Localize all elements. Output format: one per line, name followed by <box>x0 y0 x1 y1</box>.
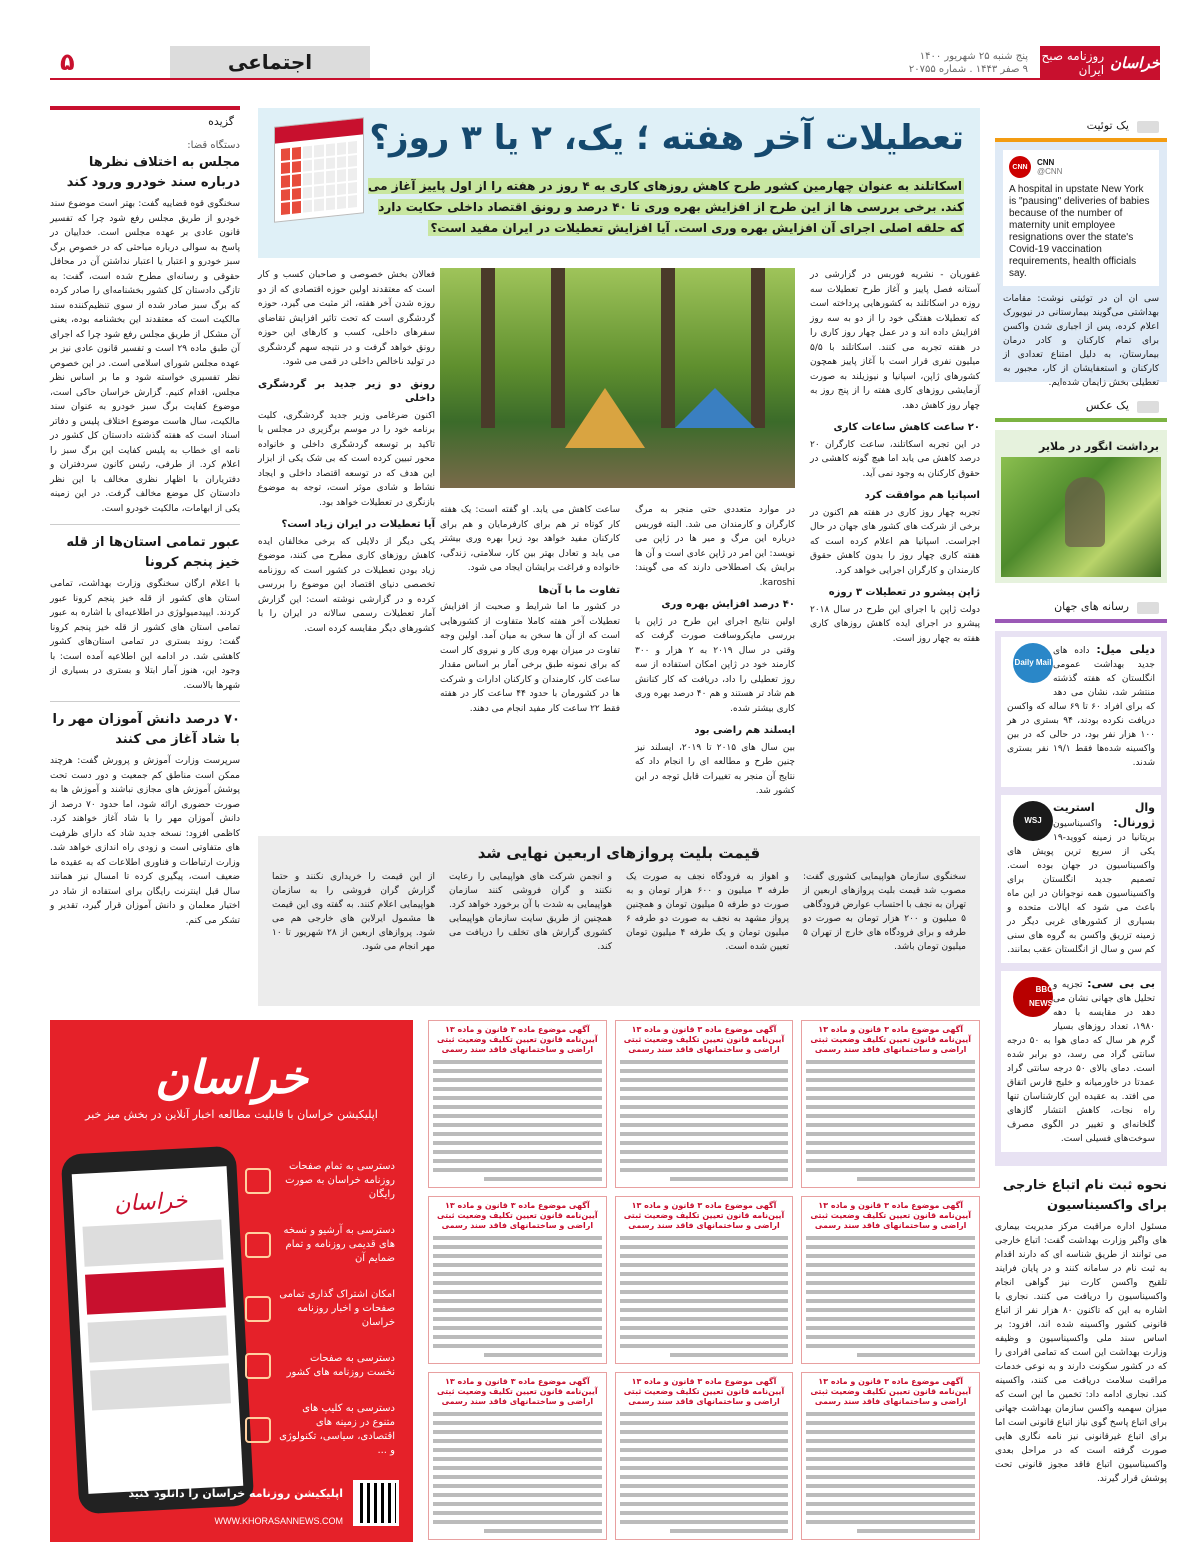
arbaeen-flights-box <box>258 836 980 1006</box>
subheading: آیا تعطیلات در ایران زیاد است؟ <box>281 519 435 530</box>
paragraph: از این قیمت را خریداری نکنند و حتما گزارش گران فروشی را به سازمان هواپیمایی اعلام کنند. به گفته وی این قیمت ها مشمول ایرلاین های خارجی هم می شود. پروازهای اربعین از ۲۸ شهریور تا ۱۰ مهر انجام می شود. <box>272 872 435 952</box>
legal-notice <box>428 1196 607 1364</box>
article-text: با اعلام ارگان سخنگوی وزارت بهداشت، تمامی استان های کشور از قله خیز پنجم کرونا عبور کردند. ایپیدمیولوژی در اطلاعیه‌ای با اشاره به عبور تمامی استان های کشور از قله خیز پنجم کرونا گفت: روند بستری در تمامی استان‌های کشور کاهشی شد. در ادامه این اطلاعیه آمده است: با وجود این، هنوز آمار ابتلا و بستری در بسیاری از شهرها بالاست. <box>50 579 240 691</box>
tweet-text: A hospital in upstate New York is "pausing" deliveries of babies because of the number of maternity unit employee resignations over the state's Covid-19 vaccination requirements, health officials say. <box>1009 184 1150 279</box>
brand-badge <box>1040 46 1160 80</box>
paragraph: اکنون ضرغامی وزیر جدید گردشگری، کلیت برنامه خود را در موسم برگزیری در مجلس با تاکید بر توسعه گردشگری داخلی و خانواده محور تبیین کرده است که بی شک یکی از ابزار این هدف که در توسعه اقتصاد داخلی و ایجاد نشاط و شادی موثر است، توجه به موضوع بازنگری در تعطیلات خواهد بود. <box>258 410 435 508</box>
legal-notice <box>801 1020 980 1188</box>
article-title: عبور تمامی استان‌ها از قله خیز پنجم کرونا <box>66 535 240 570</box>
tweet-translation: سی ان ان در توئیتی نوشت: مقامات بهداشتی می‌گویند بیمارستانی در نیویورک اعلام کرده، پس از اجباری شدن واکسن برای تمام کارکنان و کادر درمان بیمارستان، به دلیل امتناع تعدادی از کارکنان و استعفایشان از کار، مجبور به تعطیلی بخش زایمان شده‌ایم. <box>1003 294 1159 388</box>
paragraph: اولین نتایج اجرای این طرح در ژاپن با بررسی مایکروسافت صورت گرفت که وقتی در سال ۲۰۱۹ به ۲ هزار و ۳۰۰ کارمند خود در ژاپن امکان استفاده از سه روز تعطیلی را داد، دریافت که کار کنانش هم شاد تر هستند و هم ۴۰ درصد بهره وری کاری بیشتر شده. <box>635 616 795 714</box>
paragraph: بین سال های ۲۰۱۵ تا ۲۰۱۹، ایسلند نیز چنین طرح و مطالعه ای را انجام داد که نتایج آن منجر به تغییرات قابل توجه در این کشور شد. <box>635 742 795 796</box>
notice-title: آگهی موضوع ماده ۳ قانون و ماده ۱۳ آیین‌نامه قانون تعیین تکلیف وضعیت ثبتی اراضی و ساختمانهای فاقد سند رسمی <box>810 1025 971 1054</box>
subheading: تفاوت ما با آن‌ها <box>538 584 620 596</box>
right-sidebar <box>995 112 1167 1512</box>
paragraph: و انجمن شرکت های هواپیمایی را رعایت نکنند و گران فروشی کنند سازمان هواپیمایی به شدت با آن برخورد خواهد کرد. همچنین از طریق سایت سازمان هواپیمایی کشوری گزارش های تخلف را دریافت می کند. <box>449 872 612 952</box>
ad-cta: اپلیکیشن روزنامه خراسان را دانلود کنید <box>128 1487 343 1500</box>
article-kicker: دستگاه قضا: <box>187 140 240 151</box>
tweet-box <box>995 142 1167 388</box>
front-pages-icon <box>245 1353 271 1379</box>
feature-text: دسترسی به صفحات نخست روزنامه های کشور <box>286 1353 395 1378</box>
flight-title: قیمت بلیت پروازهای اربعین نهایی شد <box>477 844 761 862</box>
cnn-logo-icon: CNN <box>1009 156 1031 178</box>
section-title: اجتماعی <box>170 46 370 78</box>
paragraph: در این تجربه اسکاتلند، ساعت کارگران ۲۰ درصد کاهش می یابد اما هیچ گونه کاهشی در حقوق کارکنان به وجود نمی آید. <box>810 439 980 479</box>
notice-title: آگهی موضوع ماده ۳ قانون و ماده ۱۳ آیین‌نامه قانون تعیین تکلیف وضعیت ثبتی اراضی و ساختمانهای فاقد سند رسمی <box>623 1201 785 1230</box>
feature-column-3 <box>440 503 620 716</box>
legal-notices <box>428 1020 980 1540</box>
feature-item <box>245 1160 395 1202</box>
qr-code-icon <box>353 1480 399 1526</box>
notice-title: آگهی موضوع ماده ۳ قانون و ماده ۱۳ آیین‌نامه قانون تعیین تکلیف وضعیت ثبتی اراضی و ساختمانهای فاقد سند رسمی <box>437 1025 598 1054</box>
feature-text: دسترسی به تمام صفحات روزنامه خراسان به صورت رایگان <box>285 1161 395 1200</box>
paragraph: یکی دیگر از دلایلی که برخی مخالفان ایده کاهش روزهای کاری مطرح می کنند، موضوع زیاد بودن تعطیلات در کشور است که روزنامه تخصصی دنیای اقتصاد این موضوع را بررسی کرده و در گزارشی نوشته است: این گزارش آمار تعطیلات رسمی سالانه در ایران را با کشورهای دیگر مقایسه کرده است. <box>258 536 435 634</box>
article-text: سخنگوی قوه قضاییه گفت: بهتر است موضوع سند خودرو از طریق مجلس رفع شود چرا که تفسیر قانون عادی بر عهده مجلس است. خداییان در پاسخ به سوالی درباره مباحثی که در خصوص برگ سبز خودرو و اعتبار یا اعتبار نداشتن آن در محافل حقوقی و رسانه‌ای مطرح شده است، گفت: به تازگی دادستان کل کشور بخشنامه‌ای را صادر کرده که برگ سبز صادر شده از سوی تنظیم‌کننده سند مالکیت است که معتقدند این بخشنامه بوده، یعنی آن مشکل از طریق مجلس رفع شود چرا که اجرای آن طبق ماده ۲۹ است و تفسیر قانون عادی نیز بر عهده مجلس شورای اسلامی است. در این خصوص نظر تفسیری خواسته شود و ما بر اساس نظر مجلس، اقدام کنیم. گزارش خراسان حاکی است، موضوع کفایت برگ سبز خودرو به عنوان سند مالکیت، سال هاست موضوع اختلاف پلیس و دفاتر اسناد است که هفته گذشته دادستان کل کشور در نامه ای خطاب به پلیس کفایت این برگ سبز را اعلام کرد. از طرفی، رئیس کانون سردفتران و دفتریاران با اظهار نظری مخالف با این نظر دادستان کل موضع مخالف گرفت. در این زمینه یکی از ابهامات، مالکیت خودرو است. <box>50 199 240 514</box>
divider <box>50 524 240 525</box>
media-item <box>1001 795 1161 963</box>
paragraph: فعالان بخش خصوصی و صاحبان کسب و کار است که معتقدند اولین حوزه اقتصادی که از دو روزه شدن آخر هفته، اثر مثبت می گیرد، حوزه گردشگری است که تحت تاثیر افزایش تقاضای سفرهای داخلی، کسب و کارهای این حوزه رونق خواهد گرفت و در نتیجه سهم گردشگری در تولید ناخالص داخلی در قمی می شود. <box>258 270 435 367</box>
photo-caption: برداشت انگور در ملایر <box>1039 440 1159 453</box>
subheading: ۲۰ ساعت کاهش ساعات کاری <box>833 422 980 433</box>
article-text: سرپرست وزارت آموزش و پرورش گفت: هرچند ممکن است مناطق کم جمعیت و دور دست تحت پوشش آموزش های مجازی نباشند و آموزش ها به صورت حضوری ارائه شود، اما حدود ۷۰ درصد از دانش آموزان مهر را با شاد آغاز خواهند کرد. کاظمی افزود: نسخه جدید شاد که دارای ظرفیت های متفاوتی است و زودی راه اندازی خواهد شد. وزارت ارتباطات و فناوری اطلاعات که به عقیده ما ضعیف است، پیگیری کرده تا امسال نیز همانند سال قبل اینترنت رایگان برای استفاده از شاد در اختیار معلمان و دانش آموزان قرار گیرد، تقدیر و تشکر می کنم. <box>50 756 241 926</box>
divider <box>50 701 240 702</box>
notice-title: آگهی موضوع ماده ۳ قانون و ماده ۱۳ آیین‌نامه قانون تعیین تکلیف وضعیت ثبتی اراضی و ساختمانهای فاقد سند رسمی <box>437 1201 598 1230</box>
feature-header <box>258 108 980 258</box>
ad-tagline: اپلیکیشن خراسان با قابلیت مطالعه اخبار آنلاین در بخش میز خبر <box>85 1108 378 1121</box>
media-title: بی بی سی: <box>1087 977 1155 990</box>
feature-column-1 <box>810 268 980 646</box>
phone-screen <box>72 1166 244 1494</box>
archive-icon <box>245 1232 271 1258</box>
media-title: وال استریت ژورنال: <box>1053 801 1155 829</box>
subheading: اسپانیا هم موافقت کرد <box>864 490 980 501</box>
main-feature <box>258 108 980 908</box>
feature-lead-text: اسکاتلند به عنوان چهارمین کشور طرح کاهش روزهای کاری به ۴ روز در هفته را از اول پاییز آغاز می کند. برخی بررسی ها از این طرح از افزایش بهره وری تا ۴۰ درصد و رونق اقتصاد داخلی حکایت دارد که حلقه اصلی اجرای آن افزایش بهره وری است. آیا افزایش تعطیلات در ایران مفید است؟ <box>368 179 964 235</box>
feature-item <box>245 1288 395 1330</box>
flight-columns <box>272 870 966 954</box>
legal-notice <box>615 1372 794 1540</box>
feature-title: تعطیلات آخر هفته ؛ یک، ۲ یا ۳ روز؟ <box>369 118 964 158</box>
notice-title: آگهی موضوع ماده ۳ قانون و ماده ۱۳ آیین‌نامه قانون تعیین تکلیف وضعیت ثبتی اراضی و ساختمانهای فاقد سند رسمی <box>437 1377 598 1406</box>
feature-text: دسترسی به آرشیو و نسخه های قدیمی روزنامه و تمام ضمایم آن <box>283 1225 395 1264</box>
newspaper-icon <box>245 1168 271 1194</box>
foreign-nationals-article <box>995 1176 1167 1486</box>
paragraph: ساعت کاهش می یابد. او گفته است: یک هفته کار کوتاه تر هم برای کارفرمایان و هم برای کارکنان مفید خواهد بود زیرا بهره وری بیشتر می یابد و تعادل بهتر بین کار، سلامتی، زندگی، خانواده و فراغت برایشان ایجاد می شود. <box>440 505 620 573</box>
phone-mockup <box>61 1146 255 1515</box>
video-icon <box>245 1417 271 1443</box>
feature-item <box>245 1402 395 1458</box>
feature-column-2 <box>635 503 795 799</box>
media-text: تجزیه و تحلیل های جهانی نشان می دهد در مقایسه با دهه ۱۹۸۰، تعداد روزهای بسیار گرم هر سال که دمای هوا به ۵۰ درجه سانتی گراد می رسد، دو برابر شده است. دمای بالای ۵۰ درجه سانتی گراد عمدتا در خاورمیانه و خلیج فارس اتفاق می افتد. به عقیده این کارشناسان تنها راه نجات، کاهش انتشار گازهای گلخانه‌ای و تغییر در الگوی مصرف سوخت‌های فسیلی است. <box>1007 980 1155 1144</box>
photo-box-header: یک عکس <box>995 392 1167 422</box>
article-text: مسئول اداره مراقبت مرکز مدیریت بیماری های واگیر وزارت بهداشت گفت: اتباع خارجی می توانند از طریق شناسه ای که دارند اقدام به ثبت نام در سامانه کنند و در پایان فرایند تلقیح واکسن کارت نیز گواهی انجام واکسیناسیون را دریافت می کنند. نجاری با اشاره به این که تاکنون ۸۰ هزار نفر از اتباع قانونی کشور واکسینه شده اند، افزود: بر اساس سند ملی واکسیناسیون و وظیفه وزارت بهداشت این است که تمامی افرادی را که در کشور سکونت دارند و به نوعی خدمات مراقبت سلامت دریافت می کنند، واکسینه کند. نجاری ادامه داد: تخمین ما این است که میزان سهمیه واکسن سازمان بهداشت جهانی برای اتباع پاسخ گوی نیاز اتباع قانونی است اما برای اتباع غیرقانونی نیز نامه نگاری هایی صورت گرفته است که در مراحل بعدی واکسیناسیون اتباع فاقد مجوز قانونی تحت پوشش قرار گیرند. <box>995 1222 1167 1484</box>
feature-lead <box>364 176 964 239</box>
paragraph: دولت ژاپن با اجرای این طرح در سال ۲۰۱۸ پیشرو در اجرای ایده کاهش روزهای کاری هفته به چهار روز است. <box>810 604 980 644</box>
tweet-author <box>1009 156 1153 178</box>
wsj-logo-icon: WSJ <box>1013 801 1053 841</box>
feature-column-4 <box>258 268 435 636</box>
brand-logo: خراسان <box>1110 54 1160 72</box>
subheading: ۴۰ درصد افزایش بهره وری <box>661 599 795 610</box>
tweet-card[interactable] <box>1003 150 1159 286</box>
article-title: مجلس به اختلاف نظرها درباره سند خودرو ورود کند <box>66 155 240 190</box>
left-sidebar <box>50 106 240 928</box>
legal-notice <box>428 1020 607 1188</box>
notice-title: آگهی موضوع ماده ۳ قانون و ماده ۱۳ آیین‌نامه قانون تعیین تکلیف وضعیت ثبتی اراضی و ساختمانهای فاقد سند رسمی <box>810 1201 971 1230</box>
legal-notice <box>615 1196 794 1364</box>
issue-date-line-1: پنج شنبه ۲۵ شهریور ۱۴۰۰ <box>919 51 1028 62</box>
tweet-box-header: یک توئیت <box>995 112 1167 142</box>
media-text: داده های جدید بهداشت عمومی انگلستان که هفته گذشته منتشر شد، نشان می دهد که برای افراد ۶۰ تا ۶۹ ساله که واکسن دریافت نکرده بودند، ۹۴ بستری در هر ۱۰۰ هزار نفر بود، در حالی که در بین واکسینه شده‌ها فقط ۱۹/۱ نفر بستری شدند. <box>1007 646 1155 768</box>
feature-text: امکان اشتراک گذاری تمامی صفحات و اخبار روزنامه خراسان <box>279 1289 395 1328</box>
media-title: دیلی میل: <box>1096 643 1155 656</box>
share-icon <box>245 1296 271 1322</box>
article-title: ۷۰ درصد دانش آموزان مهر را با شاد آغاز می کنند <box>52 712 240 747</box>
feature-text: دسترسی به کلیپ های متنوع در زمینه های اقتصادی، سیاسی، تکنولوژی و ... <box>279 1403 395 1456</box>
feature-item <box>245 1352 395 1380</box>
calendar-illustration-icon <box>274 117 364 222</box>
daily-mail-logo-icon: Daily Mail <box>1013 643 1053 683</box>
subheading: ژاپن پیشرو در تعطیلات ۳ روزه <box>828 587 980 598</box>
issue-date <box>909 50 1028 76</box>
ad-features <box>245 1160 395 1480</box>
feature-body <box>258 258 980 908</box>
media-box-header: رسانه های جهان <box>995 593 1167 623</box>
legal-notice <box>615 1020 794 1188</box>
ad-url[interactable]: WWW.KHORASANNEWS.COM <box>214 1516 343 1526</box>
legal-notice <box>428 1372 607 1540</box>
media-text: واکسیناسیون بریتانیا در زمینه کووید-۱۹ یکی از سریع ترین پویش های واکسیناسیون در جهان بوده است. تصمیم جدید انگلستان برای واکسیناسیون همه نوجوانان در این ماه باعث می شود که ایالات متحده و بسیاری از کشورهای غربی دیگر در زمینه تزریق واکسن به گروه های سنی کم سن و سال از انگلستان عقب بمانند. <box>1007 819 1155 955</box>
paragraph: و اهواز به فرودگاه نجف به صورت یک طرفه ۳ میلیون و ۶۰۰ هزار تومان و به صورت دو طرفه ۵ میلیون تومان و همچنین پرواز مشهد به نجف به صورت دو طرفه ۶ میلیون تومان و یک طرفه ۴ میلیون تومان تعیین شده است. <box>626 872 789 952</box>
digest-header: گزیده <box>50 106 240 132</box>
app-advertisement[interactable] <box>50 1020 413 1542</box>
legal-notice <box>801 1372 980 1540</box>
tweet-user: @CNN <box>1037 167 1063 176</box>
issue-date-line-2: ۹ صفر ۱۴۴۳ . شماره ۲۰۷۵۵ <box>908 64 1028 75</box>
legal-notice <box>801 1196 980 1364</box>
subheading: ایسلند هم راضی بود <box>694 725 795 736</box>
article-title: نحوه ثبت نام اتباع خارجی برای واکسیناسیون <box>1002 1178 1167 1213</box>
media-item <box>1001 971 1161 1152</box>
feature-item <box>245 1224 395 1266</box>
camping-photo <box>440 268 795 488</box>
notice-title: آگهی موضوع ماده ۳ قانون و ماده ۱۳ آیین‌نامه قانون تعیین تکلیف وضعیت ثبتی اراضی و ساختمانهای فاقد سند رسمی <box>623 1377 785 1406</box>
subheading: رونق دو زیر جدید بر گردشگری داخلی <box>258 378 435 404</box>
tweet-handle: CNN <box>1037 158 1055 167</box>
paragraph: در موارد متعددی حتی منجر به مرگ کارگران و کارمندان می شد. البته فوربس درباره این مرگ و میر ها در ژاپن می نویسد: این امر در ژاپن عادی است و آن ها برایش یک اصطلاحی دارند که می گویند: karoshi. <box>635 505 795 588</box>
phone-logo: خراسان <box>113 1188 189 1218</box>
paragraph: در کشور ما اما شرایط و صحبت از افزایش تعطیلات آخر هفته کاملا متفاوت از کشورهایی است که از آن ها سخن به میان آمد. اولین وجه تفاوت در میزان بهره وری کار و نیروی کار است که برای نمونه طبق برخی آمار بر اساس مقدار ساعت کار، کارمندان و کارکنان ادارات و شرکت ها در کشورمان با حدود ۴۴ ساعت کار در هفته فقط ۲۲ ساعت کار مفید انجام می دهند. <box>440 602 620 714</box>
notice-title: آگهی موضوع ماده ۳ قانون و ماده ۱۳ آیین‌نامه قانون تعیین تکلیف وضعیت ثبتی اراضی و ساختمانهای فاقد سند رسمی <box>623 1025 785 1054</box>
world-media-box <box>995 631 1167 1166</box>
notice-title: آگهی موضوع ماده ۳ قانون و ماده ۱۳ آیین‌نامه قانون تعیین تکلیف وضعیت ثبتی اراضی و ساختمانهای فاقد سند رسمی <box>810 1377 971 1406</box>
paragraph: سخنگوی سازمان هواپیمایی کشوری گفت: مصوب شد قیمت بلیت پروازهای اربعین از تهران به نجف با احتساب عوارض فرودگاهی ۵ میلیون و ۲۰۰ هزار تومان به صورت دو طرفه و برای فرودگاه های خارج از تهران ۵ میلیون تومان باشد. <box>803 872 967 952</box>
grape-harvest-photo <box>1001 457 1161 577</box>
ad-logo: خراسان <box>155 1050 308 1104</box>
brand-subtitle: روزنامه صبح ایران <box>1041 49 1105 77</box>
photo-box <box>995 430 1167 583</box>
media-item <box>1001 637 1161 787</box>
page-number: ۵ <box>60 48 75 76</box>
paragraph: غفوریان - نشریه فوربس در گزارشی در آستانه فصل پاییز و آغاز طرح تعطیلات سه روزه در اسکاتلند به کشورهایی پرداخته است که تعطیلات هفتگی خود را از دو به سه روز افزایش داده اند و در عمل چهار روز کاری را در هفته تجربه می کنند. اسکاتلند با ۵/۵ میلیون نفری قرار است با آغاز پاییز همچون کشورهای ژاپن، اسپانیا و نیوزیلند به صورت آزمایشی روزهای کاری هفته را از پنج روز به چهار روز کاهش دهد. <box>810 270 980 411</box>
page-header <box>50 46 1160 80</box>
bbc-news-logo-icon: BBC NEWS <box>1013 977 1053 1017</box>
paragraph: تجربه چهار روز کاری در هفته هم اکنون در برخی از شرکت های کشور های جهان در حال اجراست. اسپانیا هم اعلام کرده است که هفته کاری چهار روز را بدون کاهش حقوق کارمندان و کارگران اجرایی خواهد کرد. <box>810 507 980 576</box>
